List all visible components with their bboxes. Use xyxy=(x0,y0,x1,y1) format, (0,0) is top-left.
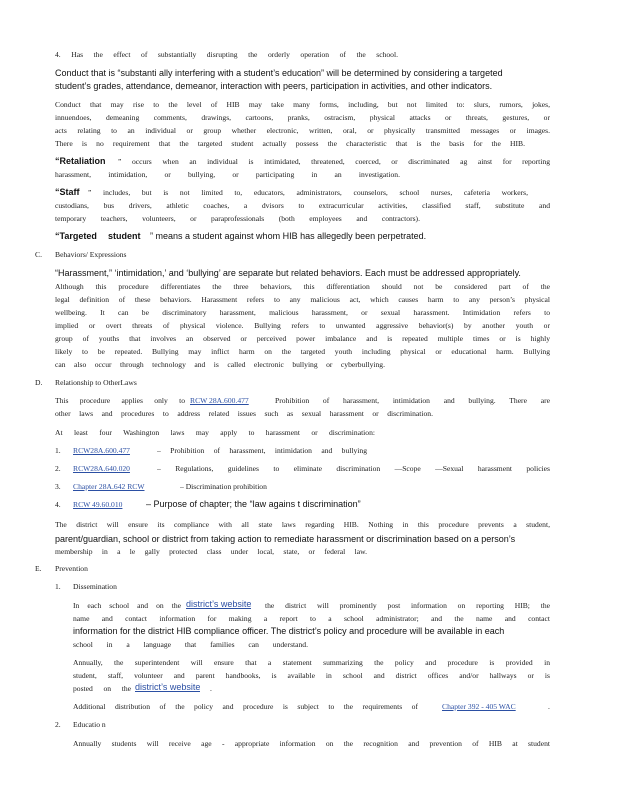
paragraph-line: other laws and procedures to address related issues such as sexual harassment or discrimination. xyxy=(55,409,433,418)
rcw-link[interactable]: Chapter 28A.642 RCW xyxy=(73,482,145,491)
district-website-link[interactable]: district’s website xyxy=(186,599,252,609)
paragraph-line: acts relating to an individual or group whether electronic, written, oral, or physically transmitted messages or images. xyxy=(55,126,550,135)
paragraph-line: innuendoes, demeaning comments, drawings, cartoons, pranks, ostracism, physical attacks or threats, gestures, or xyxy=(55,113,550,122)
paragraph-line: membership in a le gally protected class under local, state, or federal law. xyxy=(55,547,367,556)
paragraph-line: At least four Washington laws may apply to harassment or discrimination: xyxy=(55,428,375,437)
definition-line: temporary teachers, volunteers, or paraprofessionals (both employees and contractors). xyxy=(55,214,420,223)
rcw-link[interactable]: RCW28A.600.477 xyxy=(73,446,130,455)
subsection-number: 1. xyxy=(55,582,61,591)
paragraph-line: Annually students will receive age - appropriate information on the recognition and prevention of HIB at student xyxy=(73,739,550,748)
paragraph-line: legal definition of these behaviors. Harassment refers to any malicious act, which causes harm to any person’s physical xyxy=(55,295,550,304)
paragraph-line: Conduct that is “substanti ally interfering with a student’s education” will be determined by considering a targeted xyxy=(55,68,503,78)
definition-line: harassment, intimidation, or bullying, or participating in an investigation. xyxy=(55,170,400,179)
definition-line: ” occurs when an individual is intimidated, threatened, coerced, or discriminated ag ainst for reporting xyxy=(118,157,550,166)
paragraph-line: school in a language that families can understand. xyxy=(73,640,308,649)
paragraph-line: the district will prominently post information on reporting HIB; the xyxy=(265,601,550,610)
paragraph-line: likely to be repeated. Bullying may inflict harm on the targeted youth including physical or educational harm. Bullying xyxy=(55,347,550,356)
list-number: 2. xyxy=(55,464,61,473)
paragraph-line: can also occur through technology and is called electronic bullying or cyberbullying. xyxy=(55,360,385,369)
paragraph-line: student, staff, volunteer and parent handbooks, is available in school and district offices and/or hallways or is xyxy=(73,671,550,680)
definition-line: ” means a student against whom HIB has allegedly been perpetrated. xyxy=(150,231,427,241)
list-number: 1. xyxy=(55,446,61,455)
district-website-link[interactable]: district’s website xyxy=(135,682,201,692)
term-retaliation: “Retaliation xyxy=(55,156,106,166)
list-item-4: 4. Has the effect of substantially disrupting the orderly operation of the school. xyxy=(55,50,398,59)
subsection-heading: Educatio n xyxy=(73,720,106,729)
paragraph-line: This procedure applies only to xyxy=(55,396,185,405)
section-d-heading: Relationship to OtherLaws xyxy=(55,378,137,387)
paragraph-line: parent/guardian, school or district from taking action to remediate harassment or discrimination based on a person’s xyxy=(55,534,516,544)
paragraph-line: There is no requirement that the targeted student actually possess the characteristic that is the basis for the HIB. xyxy=(55,139,525,148)
list-item-text: – Purpose of chapter; the “law agains t discrimination” xyxy=(146,499,361,509)
term-staff: “Staff xyxy=(55,187,80,197)
paragraph-line: information for the district HIB compliance officer. The district’s policy and procedure will be available in each xyxy=(73,626,505,636)
paragraph-line: student’s grades, attendance, demeanor, interaction with peers, participation in activities, and other indicators. xyxy=(55,81,493,91)
paragraph-line: group of youths that involves an observed or perceived power imbalance and is repeated multiple times or is highly xyxy=(55,334,550,343)
section-d-number: D. xyxy=(35,378,43,387)
section-e-number: E. xyxy=(35,564,42,573)
paragraph-line: Conduct that may rise to the level of HIB may take many forms, including, but not limited to: slurs, rumors, jokes, xyxy=(55,100,550,109)
rcw-link[interactable]: RCW28A.640.020 xyxy=(73,464,130,473)
paragraph-line: The district will ensure its compliance with all state laws regarding HIB. Nothing in this procedure prevents a student, xyxy=(55,520,550,529)
paragraph-line: Annually, the superintendent will ensure that a statement summarizing the policy and procedure is provided in xyxy=(73,658,550,667)
wac-link[interactable]: Chapter 392 - 405 WAC xyxy=(442,702,516,711)
subsection-heading: Dissemination xyxy=(73,582,117,591)
rcw-link[interactable]: RCW 28A.600.477 xyxy=(190,396,249,405)
definition-line: ” includes, but is not limited to, educators, administrators, counselors, school nurses, cafeteria workers, xyxy=(88,188,528,197)
subsection-number: 2. xyxy=(55,720,61,729)
paragraph-line: Prohibition of harassment, intimidation and bullying. There are xyxy=(275,396,550,405)
section-c-number: C. xyxy=(35,250,42,259)
paragraph-line: posted on the xyxy=(73,684,131,693)
list-item-text: – Prohibition of harassment, intimidation and bullying xyxy=(157,446,367,455)
section-c-heading: Behaviors/ Expressions xyxy=(55,250,127,259)
paragraph-line: In each school and on the xyxy=(73,601,181,610)
definition-line: custodians, bus drivers, athletic coaches, a dvisors to extracurricular activities, classified staff, substitute and xyxy=(55,201,550,210)
section-e-heading: Prevention xyxy=(55,564,88,573)
punctuation: . xyxy=(548,702,550,711)
list-number: 3. xyxy=(55,482,61,491)
paragraph-line: Additional distribution of the policy and procedure is subject to the requirements of xyxy=(73,702,418,711)
term-targeted: “Targeted xyxy=(55,231,97,241)
list-item-text: – Regulations, guidelines to eliminate discrimination —Scope —Sexual harassment policies xyxy=(157,464,550,473)
paragraph-line: wellbeing. It can be discriminatory harassment, malicious harassment, or sexual harassment. Intimidation refers to xyxy=(55,308,550,317)
paragraph-line: implied or overt threats of physical violence. Bullying refers to unwanted aggressive behavior(s) by another youth or xyxy=(55,321,550,330)
punctuation: . xyxy=(210,684,212,693)
paragraph-line: “Harassment,” ‘intimidation,’ and ‘bullying’ are separate but related behaviors. Each must be addressed appropriately. xyxy=(55,268,521,278)
list-item-text: – Discrimination prohibition xyxy=(180,482,267,491)
paragraph-line: Although this procedure differentiates the three behaviors, this differentiation should not be considered part of the xyxy=(55,282,550,291)
paragraph-line: name and contact information for making a report to a school administrator; and the name and contact xyxy=(73,614,550,623)
list-number: 4. xyxy=(55,500,61,509)
rcw-link[interactable]: RCW 49.60.010 xyxy=(73,500,123,509)
term-targeted-student: student xyxy=(108,231,141,241)
